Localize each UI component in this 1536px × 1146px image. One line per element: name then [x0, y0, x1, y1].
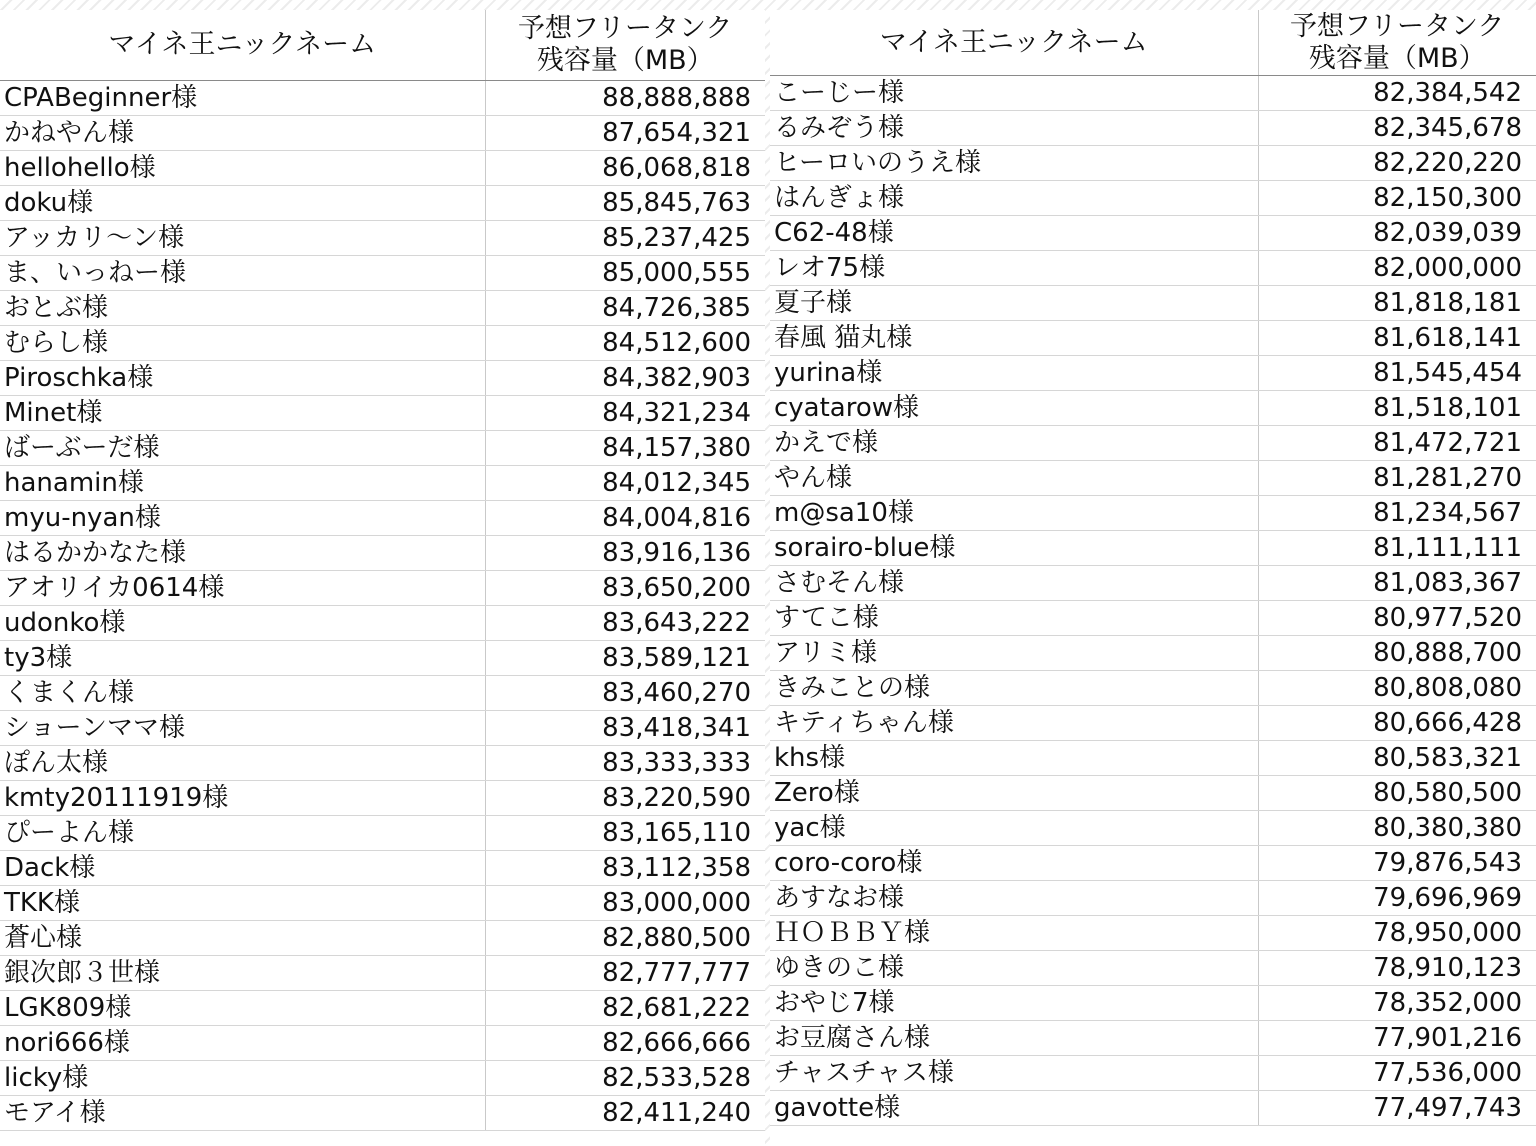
free-tank-cell: 88,888,888: [485, 81, 765, 116]
nickname-cell: cyatarow様: [770, 391, 1258, 426]
table-row: [770, 601, 1536, 636]
free-tank-cell: 85,237,425: [485, 221, 765, 256]
table-row: [770, 216, 1536, 251]
nickname-cell: Piroschka様: [0, 361, 485, 396]
nickname-cell: doku様: [0, 186, 485, 221]
table-row: [770, 1091, 1536, 1126]
nickname-cell: nori666様: [0, 1026, 485, 1061]
nickname-cell: C62-48様: [770, 216, 1258, 251]
nickname-cell: Minet様: [0, 396, 485, 431]
nickname-cell: チャスチャス様: [770, 1056, 1258, 1091]
table-row: [770, 531, 1536, 566]
table-row: [0, 1061, 765, 1096]
table-row: [770, 741, 1536, 776]
free-tank-cell: 81,111,111: [1258, 531, 1536, 566]
header-row: [770, 10, 1536, 76]
table-row: [770, 881, 1536, 916]
nickname-cell: キティちゃん様: [770, 706, 1258, 741]
free-tank-cell: 85,000,555: [485, 256, 765, 291]
table-row: [770, 181, 1536, 216]
free-tank-cell: 81,234,567: [1258, 496, 1536, 531]
table-row: [770, 636, 1536, 671]
table-row: [0, 886, 765, 921]
nickname-cell: モアイ様: [0, 1096, 485, 1131]
table-row: [0, 151, 765, 186]
free-tank-cell: 85,845,763: [485, 186, 765, 221]
free-tank-cell: 82,000,000: [1258, 251, 1536, 286]
table-row: [770, 426, 1536, 461]
nickname-cell: CPABeginner様: [0, 81, 485, 116]
table-row: [770, 391, 1536, 426]
table-row: [770, 986, 1536, 1021]
free-tank-cell: 78,910,123: [1258, 951, 1536, 986]
free-tank-cell: 78,950,000: [1258, 916, 1536, 951]
free-tank-cell: 82,880,500: [485, 921, 765, 956]
nickname-cell: ばーぶーだ様: [0, 431, 485, 466]
nickname-cell: はんぎょ様: [770, 181, 1258, 216]
nickname-cell: 銀次郎３世様: [0, 956, 485, 991]
table-row: [770, 1021, 1536, 1056]
table-row: [770, 951, 1536, 986]
nickname-cell: yurina様: [770, 356, 1258, 391]
free-tank-cell: 84,512,600: [485, 326, 765, 361]
table-row: [0, 956, 765, 991]
nickname-cell: ぴーよん様: [0, 816, 485, 851]
table-body-left: [0, 81, 765, 1131]
table-row: [0, 116, 765, 151]
table-row: [770, 916, 1536, 951]
free-tank-cell: 86,068,818: [485, 151, 765, 186]
ranking-table-left: [0, 10, 765, 1146]
free-tank-cell: 80,977,520: [1258, 601, 1536, 636]
table-right: [770, 10, 1536, 1126]
free-tank-cell: 83,650,200: [485, 571, 765, 606]
free-tank-cell: 84,012,345: [485, 466, 765, 501]
header-row: [0, 10, 765, 81]
table-row: [0, 606, 765, 641]
table-row: [0, 746, 765, 781]
table-row: [770, 671, 1536, 706]
free-tank-cell: 87,654,321: [485, 116, 765, 151]
nickname-cell: gavotte様: [770, 1091, 1258, 1126]
nickname-cell: Dack様: [0, 851, 485, 886]
header-nickname: マイネ王ニックネーム: [0, 10, 485, 81]
free-tank-cell: 84,382,903: [485, 361, 765, 396]
table-row: [770, 321, 1536, 356]
table-row: [770, 461, 1536, 496]
nickname-cell: むらし様: [0, 326, 485, 361]
free-tank-cell: 81,618,141: [1258, 321, 1536, 356]
nickname-cell: hanamin様: [0, 466, 485, 501]
ranking-table-right: [770, 10, 1536, 1146]
nickname-cell: m@sa10様: [770, 496, 1258, 531]
nickname-cell: ty3様: [0, 641, 485, 676]
free-tank-cell: 77,497,743: [1258, 1091, 1536, 1126]
table-row: [770, 1056, 1536, 1091]
table-row: [0, 431, 765, 466]
free-tank-cell: 80,380,380: [1258, 811, 1536, 846]
header-free-tank-line2: 残容量（MB）: [536, 45, 714, 76]
nickname-cell: licky様: [0, 1061, 485, 1096]
free-tank-cell: 82,220,220: [1258, 146, 1536, 181]
table-row: [0, 921, 765, 956]
header-free-tank: [485, 10, 765, 81]
nickname-cell: LGK809様: [0, 991, 485, 1026]
free-tank-cell: 82,666,666: [485, 1026, 765, 1061]
nickname-cell: ゆきのこ様: [770, 951, 1258, 986]
nickname-cell: かえで様: [770, 426, 1258, 461]
table-row: [770, 496, 1536, 531]
free-tank-cell: 82,411,240: [485, 1096, 765, 1131]
free-tank-cell: 80,888,700: [1258, 636, 1536, 671]
free-tank-cell: 81,818,181: [1258, 286, 1536, 321]
nickname-cell: くまくん様: [0, 676, 485, 711]
free-tank-cell: 84,726,385: [485, 291, 765, 326]
nickname-cell: hellohello様: [0, 151, 485, 186]
nickname-cell: あすなお様: [770, 881, 1258, 916]
nickname-cell: アリミ様: [770, 636, 1258, 671]
nickname-cell: 夏子様: [770, 286, 1258, 321]
table-row: [0, 711, 765, 746]
nickname-cell: こーじー様: [770, 76, 1258, 111]
free-tank-cell: 77,536,000: [1258, 1056, 1536, 1091]
nickname-cell: すてこ様: [770, 601, 1258, 636]
nickname-cell: udonko様: [0, 606, 485, 641]
nickname-cell: 蒼心様: [0, 921, 485, 956]
table-left: [0, 10, 765, 1131]
free-tank-cell: 82,533,528: [485, 1061, 765, 1096]
nickname-cell: sorairo-blue様: [770, 531, 1258, 566]
table-row: [770, 111, 1536, 146]
free-tank-cell: 81,545,454: [1258, 356, 1536, 391]
table-row: [770, 356, 1536, 391]
free-tank-cell: 84,321,234: [485, 396, 765, 431]
nickname-cell: 春風 猫丸様: [770, 321, 1258, 356]
header-free-tank-line1: 予想フリータンク: [518, 13, 733, 44]
table-row: [0, 501, 765, 536]
free-tank-cell: 81,518,101: [1258, 391, 1536, 426]
table-row: [0, 81, 765, 116]
free-tank-cell: 83,112,358: [485, 851, 765, 886]
table-row: [0, 991, 765, 1026]
table-row: [0, 396, 765, 431]
free-tank-cell: 80,580,500: [1258, 776, 1536, 811]
free-tank-cell: 81,281,270: [1258, 461, 1536, 496]
free-tank-cell: 83,643,222: [485, 606, 765, 641]
nickname-cell: アオリイカ0614様: [0, 571, 485, 606]
table-row: [0, 466, 765, 501]
table-row: [0, 816, 765, 851]
table-row: [0, 221, 765, 256]
header-nickname: マイネ王ニックネーム: [770, 10, 1258, 76]
nickname-cell: やん様: [770, 461, 1258, 496]
free-tank-cell: 79,876,543: [1258, 846, 1536, 881]
table-row: [770, 706, 1536, 741]
free-tank-cell: 82,345,678: [1258, 111, 1536, 146]
free-tank-cell: 83,220,590: [485, 781, 765, 816]
table-row: [770, 146, 1536, 181]
nickname-cell: レオ75様: [770, 251, 1258, 286]
table-row: [0, 536, 765, 571]
nickname-cell: khs様: [770, 741, 1258, 776]
nickname-cell: るみぞう様: [770, 111, 1258, 146]
free-tank-cell: 80,583,321: [1258, 741, 1536, 776]
free-tank-cell: 83,916,136: [485, 536, 765, 571]
table-row: [0, 186, 765, 221]
free-tank-cell: 82,039,039: [1258, 216, 1536, 251]
free-tank-cell: 84,004,816: [485, 501, 765, 536]
nickname-cell: きみことの様: [770, 671, 1258, 706]
table-body-right: [770, 76, 1536, 1126]
free-tank-cell: 78,352,000: [1258, 986, 1536, 1021]
nickname-cell: お豆腐さん様: [770, 1021, 1258, 1056]
table-row: [770, 251, 1536, 286]
table-row: [770, 776, 1536, 811]
nickname-cell: アッカリ～ン様: [0, 221, 485, 256]
table-row: [0, 571, 765, 606]
header-free-tank-line1: 予想フリータンク: [1290, 10, 1505, 42]
header-free-tank-line2: 残容量（MB）: [1308, 42, 1486, 74]
free-tank-cell: 83,589,121: [485, 641, 765, 676]
table-row: [0, 256, 765, 291]
table-row: [0, 291, 765, 326]
free-tank-cell: 84,157,380: [485, 431, 765, 466]
table-row: [0, 676, 765, 711]
table-row: [0, 326, 765, 361]
nickname-cell: おとぶ様: [0, 291, 485, 326]
nickname-cell: ぽん太様: [0, 746, 485, 781]
nickname-cell: かねやん様: [0, 116, 485, 151]
header-free-tank: [1258, 10, 1536, 76]
nickname-cell: yac様: [770, 811, 1258, 846]
free-tank-cell: 82,150,300: [1258, 181, 1536, 216]
nickname-cell: myu-nyan様: [0, 501, 485, 536]
table-row: [770, 76, 1536, 111]
nickname-cell: はるかかなた様: [0, 536, 485, 571]
free-tank-cell: 81,472,721: [1258, 426, 1536, 461]
free-tank-cell: 77,901,216: [1258, 1021, 1536, 1056]
free-tank-cell: 83,333,333: [485, 746, 765, 781]
free-tank-cell: 83,460,270: [485, 676, 765, 711]
table-row: [0, 1026, 765, 1061]
table-row: [770, 811, 1536, 846]
nickname-cell: ヒーロいのうえ様: [770, 146, 1258, 181]
free-tank-cell: 80,808,080: [1258, 671, 1536, 706]
table-row: [770, 286, 1536, 321]
free-tank-cell: 82,777,777: [485, 956, 765, 991]
nickname-cell: coro-coro様: [770, 846, 1258, 881]
free-tank-cell: 83,000,000: [485, 886, 765, 921]
table-row: [0, 851, 765, 886]
table-row: [0, 1096, 765, 1131]
table-row: [770, 846, 1536, 881]
nickname-cell: ＨＯＢＢＹ様: [770, 916, 1258, 951]
nickname-cell: ショーンママ様: [0, 711, 485, 746]
table-row: [0, 361, 765, 396]
nickname-cell: ま、いっねー様: [0, 256, 485, 291]
free-tank-cell: 82,681,222: [485, 991, 765, 1026]
free-tank-cell: 79,696,969: [1258, 881, 1536, 916]
nickname-cell: おやじ7様: [770, 986, 1258, 1021]
nickname-cell: さむそん様: [770, 566, 1258, 601]
free-tank-cell: 83,418,341: [485, 711, 765, 746]
free-tank-cell: 81,083,367: [1258, 566, 1536, 601]
nickname-cell: kmty20111919様: [0, 781, 485, 816]
free-tank-cell: 80,666,428: [1258, 706, 1536, 741]
table-row: [0, 641, 765, 676]
nickname-cell: Zero様: [770, 776, 1258, 811]
table-row: [770, 566, 1536, 601]
table-row: [0, 781, 765, 816]
free-tank-cell: 83,165,110: [485, 816, 765, 851]
free-tank-cell: 82,384,542: [1258, 76, 1536, 111]
nickname-cell: TKK様: [0, 886, 485, 921]
